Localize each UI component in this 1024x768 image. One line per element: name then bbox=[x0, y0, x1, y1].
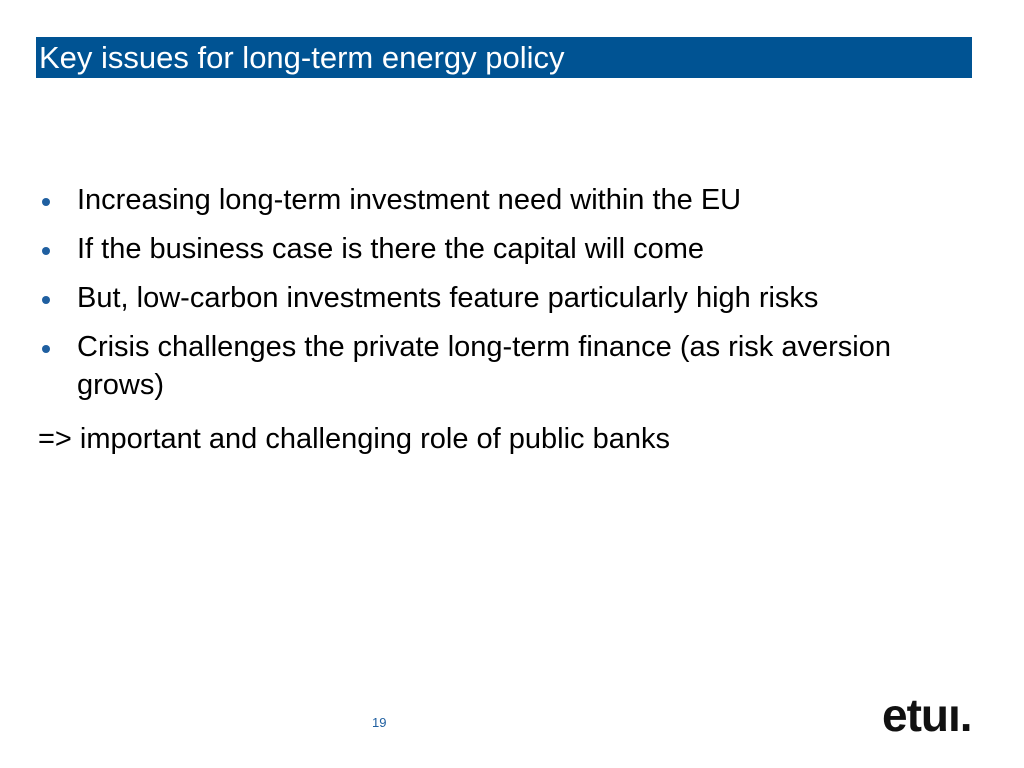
bullet-dot-icon bbox=[42, 296, 50, 304]
etui-logo: etuı. bbox=[882, 689, 972, 741]
bullet-text: Crisis challenges the private long-term finance (as risk aversion grows) bbox=[77, 331, 891, 401]
page-number: 19 bbox=[372, 715, 387, 730]
conclusion-text: => important and challenging role of public banks bbox=[38, 423, 670, 455]
bullet-item bbox=[38, 230, 978, 268]
bullet-text: If the business case is there the capital will come bbox=[77, 233, 705, 265]
bullet-dot-icon bbox=[42, 198, 50, 206]
title-bar bbox=[36, 37, 972, 78]
bullet-item bbox=[38, 279, 978, 317]
bullet-dot-icon bbox=[42, 345, 50, 353]
bullet-dot-icon bbox=[42, 247, 50, 255]
slide-title: Key issues for long-term energy policy bbox=[39, 40, 565, 75]
bullet-item bbox=[38, 328, 978, 404]
bullet-text: But, low-carbon investments feature particularly high risks bbox=[77, 282, 819, 314]
bullet-item bbox=[38, 181, 978, 219]
bullet-text: Increasing long-term investment need within the EU bbox=[77, 184, 742, 216]
bullet-list bbox=[38, 181, 978, 415]
